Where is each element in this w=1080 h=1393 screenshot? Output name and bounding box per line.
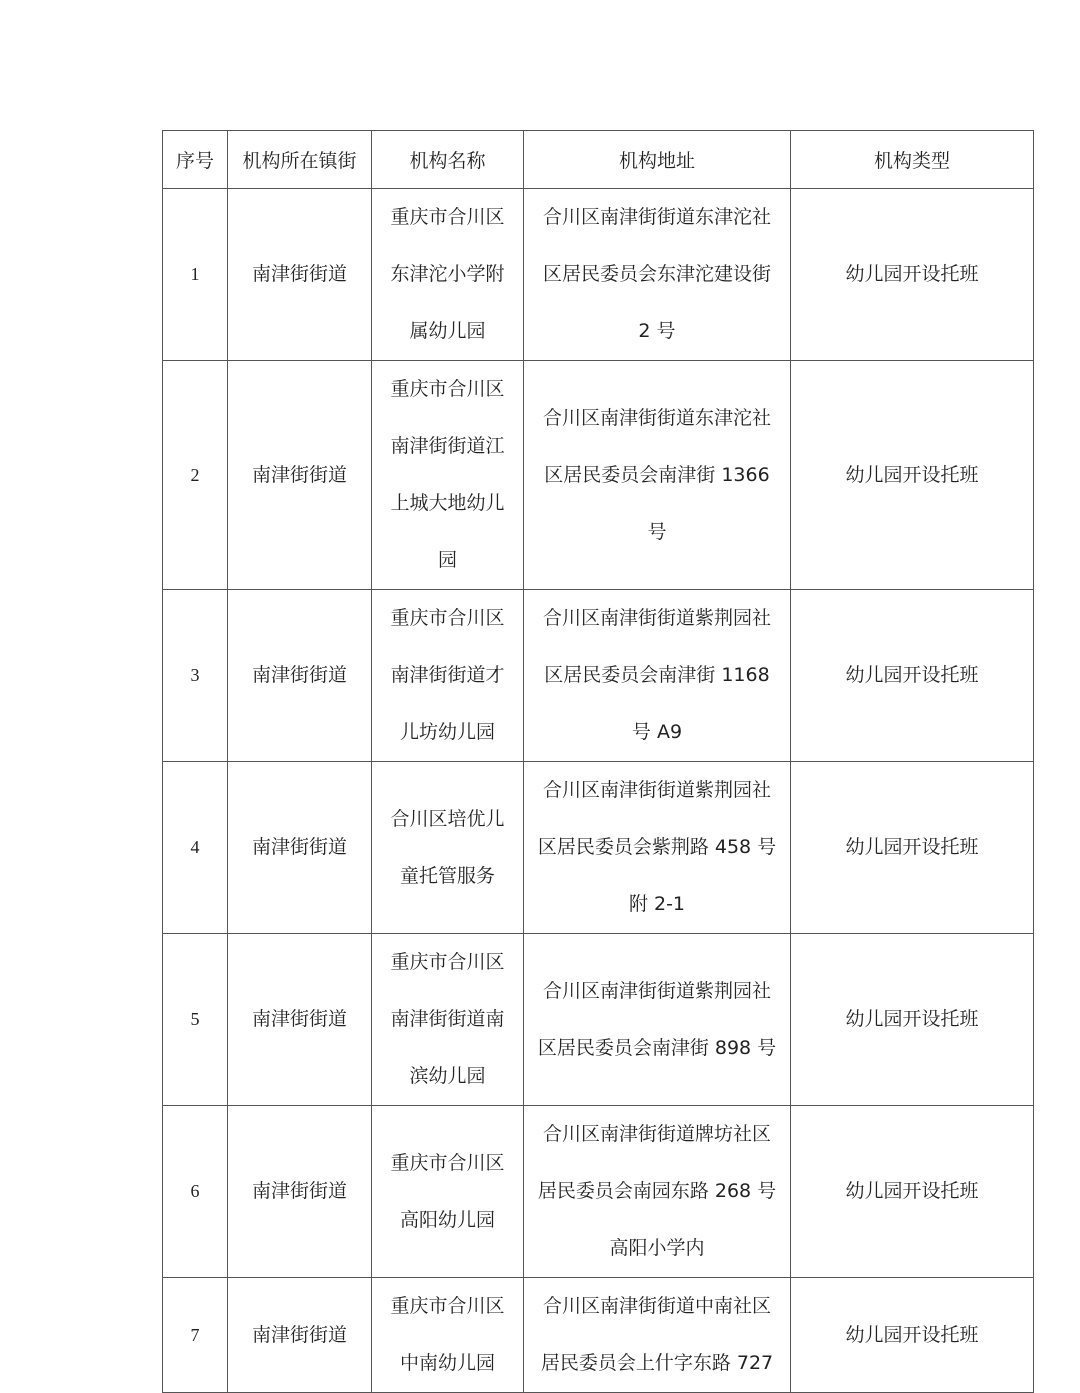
cell-text: 5 bbox=[190, 1009, 200, 1029]
header-type: 机构类型 bbox=[791, 131, 1034, 189]
cell-text: 居民委员会南园东路 268 号 bbox=[537, 1180, 777, 1202]
cell-type bbox=[791, 590, 1034, 762]
cell-address bbox=[524, 934, 791, 1106]
cell-type bbox=[791, 1278, 1034, 1393]
cell-text: 东津沱小学附 bbox=[390, 263, 505, 285]
cell-text: 居民委员会上什字东路 727 bbox=[540, 1352, 774, 1374]
cell-text: 南津街街道 bbox=[251, 263, 347, 285]
cell-text: 重庆市合川区 bbox=[390, 1295, 505, 1317]
cell-street bbox=[228, 1278, 372, 1393]
table-row bbox=[163, 1278, 1034, 1393]
cell-text: 童托管服务 bbox=[399, 864, 495, 887]
cell-text: 7 bbox=[190, 1324, 200, 1345]
cell-text: 南津街街道 bbox=[251, 1180, 347, 1202]
table-row bbox=[163, 762, 1034, 934]
header-name: 机构名称 bbox=[372, 131, 524, 189]
cell-index bbox=[163, 762, 228, 934]
cell-text: 区居民委员会东津沱建设街 bbox=[542, 263, 771, 285]
cell-index bbox=[163, 1278, 228, 1393]
cell-street bbox=[228, 590, 372, 762]
cell-street bbox=[228, 1106, 372, 1278]
cell-text: 合川区南津街街道中南社区 bbox=[542, 1295, 771, 1317]
cell-text: 高阳幼儿园 bbox=[399, 1208, 495, 1231]
cell-text: 区居民委员会南津街 898 号 bbox=[537, 1036, 777, 1059]
cell-text: 合川区南津街街道紫荆园社 bbox=[542, 607, 771, 629]
cell-address bbox=[524, 590, 791, 762]
cell-text: 南津街街道 bbox=[251, 664, 347, 686]
cell-text: 6 bbox=[190, 1181, 200, 1201]
cell-text: 幼儿园开设托班 bbox=[845, 1323, 979, 1346]
cell-text: 幼儿园开设托班 bbox=[845, 263, 979, 285]
cell-text: 南津街街道 bbox=[251, 1008, 347, 1030]
cell-name bbox=[372, 1278, 524, 1393]
cell-index bbox=[163, 361, 228, 590]
cell-text: 区居民委员会紫荆路 458 号 bbox=[537, 836, 777, 858]
cell-text: 幼儿园开设托班 bbox=[845, 664, 979, 686]
cell-type bbox=[791, 361, 1034, 590]
cell-text: 南津街街道 bbox=[251, 1323, 347, 1346]
cell-text: 高阳小学内 bbox=[609, 1237, 705, 1259]
cell-text: 2 bbox=[190, 464, 200, 485]
cell-name bbox=[372, 189, 524, 361]
cell-text: 重庆市合川区 bbox=[390, 1151, 505, 1174]
cell-text: 重庆市合川区 bbox=[390, 206, 505, 228]
cell-name bbox=[372, 762, 524, 934]
cell-text: 南津街街道才 bbox=[390, 664, 505, 686]
cell-text: 幼儿园开设托班 bbox=[845, 1008, 979, 1030]
institution-table bbox=[162, 130, 1034, 1393]
cell-name bbox=[372, 361, 524, 590]
cell-address bbox=[524, 1106, 791, 1278]
cell-type bbox=[791, 1106, 1034, 1278]
table-row bbox=[163, 189, 1034, 361]
cell-type bbox=[791, 762, 1034, 934]
table-row bbox=[163, 590, 1034, 762]
cell-text: 儿坊幼儿园 bbox=[399, 721, 495, 743]
cell-street bbox=[228, 934, 372, 1106]
cell-text: 3 bbox=[190, 665, 200, 685]
cell-text: 合川区南津街街道紫荆园社 bbox=[542, 979, 771, 1002]
cell-address bbox=[524, 361, 791, 590]
cell-text: 区居民委员会南津街 1366 bbox=[544, 463, 770, 486]
table-row bbox=[163, 934, 1034, 1106]
cell-text: 附 2-1 bbox=[628, 893, 686, 915]
cell-text: 1 bbox=[190, 264, 200, 284]
cell-type bbox=[791, 189, 1034, 361]
cell-text: 幼儿园开设托班 bbox=[845, 836, 979, 858]
cell-text: 合川区南津街街道紫荆园社 bbox=[542, 779, 771, 801]
header-index: 序号 bbox=[163, 131, 228, 189]
table-row bbox=[163, 1106, 1034, 1278]
table-row bbox=[163, 361, 1034, 590]
cell-street bbox=[228, 762, 372, 934]
cell-name bbox=[372, 1106, 524, 1278]
cell-text: 南津街街道江 bbox=[390, 435, 505, 457]
cell-text: 合川区南津街街道牌坊社区 bbox=[542, 1123, 771, 1145]
cell-index bbox=[163, 189, 228, 361]
cell-text: 号 A9 bbox=[631, 721, 683, 743]
cell-address bbox=[524, 189, 791, 361]
cell-text: 2 号 bbox=[638, 320, 676, 342]
cell-address bbox=[524, 762, 791, 934]
header-address: 机构地址 bbox=[524, 131, 791, 189]
cell-street bbox=[228, 361, 372, 590]
cell-type bbox=[791, 934, 1034, 1106]
cell-text: 滨幼儿园 bbox=[409, 1065, 486, 1087]
cell-street bbox=[228, 189, 372, 361]
cell-text: 合川区南津街街道东津沱社 bbox=[542, 206, 771, 228]
cell-text: 号 bbox=[647, 520, 667, 543]
cell-address bbox=[524, 1278, 791, 1393]
cell-text: 幼儿园开设托班 bbox=[845, 1180, 979, 1202]
table-header-row bbox=[163, 131, 1034, 189]
header-street: 机构所在镇街 bbox=[228, 131, 372, 189]
cell-text: 幼儿园开设托班 bbox=[845, 463, 979, 486]
cell-text: 合川区培优儿 bbox=[390, 807, 505, 830]
cell-text: 4 bbox=[190, 837, 200, 857]
cell-text: 区居民委员会南津街 1168 bbox=[544, 664, 770, 686]
cell-index bbox=[163, 590, 228, 762]
cell-text: 园 bbox=[437, 549, 457, 571]
cell-index bbox=[163, 934, 228, 1106]
cell-text: 属幼儿园 bbox=[409, 320, 486, 342]
cell-text: 南津街街道 bbox=[251, 836, 347, 858]
cell-text: 重庆市合川区 bbox=[390, 951, 505, 973]
cell-text: 重庆市合川区 bbox=[390, 607, 505, 629]
cell-name bbox=[372, 934, 524, 1106]
cell-name bbox=[372, 590, 524, 762]
cell-index bbox=[163, 1106, 228, 1278]
cell-text: 上城大地幼儿 bbox=[390, 492, 505, 514]
cell-text: 重庆市合川区 bbox=[390, 378, 505, 400]
cell-text: 南津街街道 bbox=[251, 463, 347, 486]
cell-text: 中南幼儿园 bbox=[399, 1352, 495, 1374]
cell-text: 合川区南津街街道东津沱社 bbox=[542, 406, 771, 429]
table-body bbox=[163, 189, 1034, 1393]
cell-text: 南津街街道南 bbox=[390, 1008, 505, 1030]
